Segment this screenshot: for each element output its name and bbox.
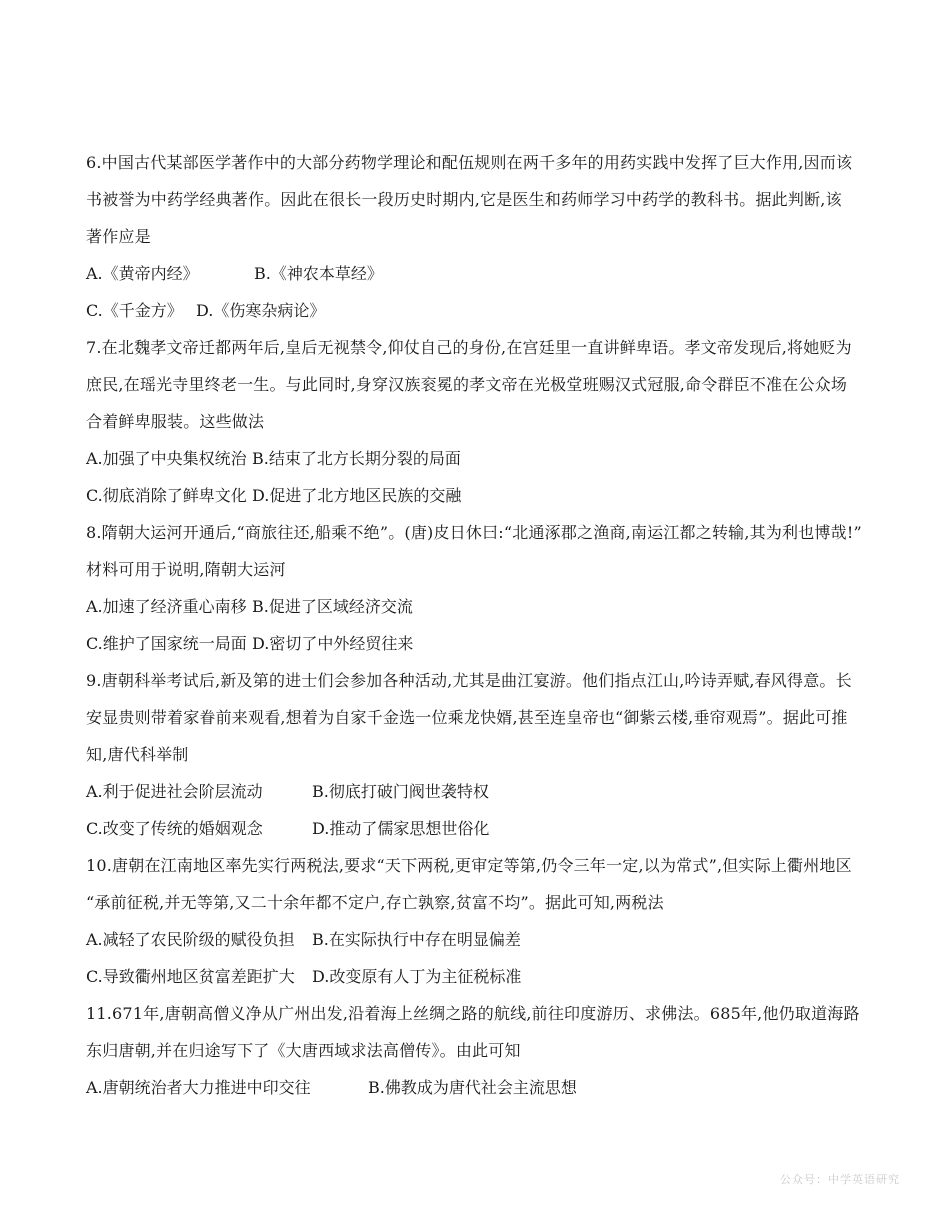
q11-stem-line-1: 11.671年,唐朝高僧义净从广州出发,沿着海上丝绸之路的航线,前往印度游历、求佛法。685年,他仍取道海路: [86, 1004, 860, 1023]
q8-option-d: D.密切了中外经贸往来: [252, 634, 414, 653]
q8-option-a: A.加速了经济重心南移: [86, 597, 247, 616]
watermark: 公众号：中学英语研究: [780, 1173, 900, 1186]
q7-stem-line-2: 庶民,在瑶光寺里终老一生。与此同时,身穿汉族衮冕的孝文帝在光极堂班赐汉式冠服,命令群臣不准在公众场: [86, 375, 848, 394]
q7-stem-line-1: 7.在北魏孝文帝迁都两年后,皇后无视禁令,仰仗自己的身份,在宫廷里一直讲鲜卑语。孝文帝发现后,将她贬为: [86, 338, 852, 357]
q9-option-d: D.推动了儒家思想世俗化: [312, 819, 490, 838]
q7-option-b: B.结束了北方长期分裂的局面: [252, 449, 461, 468]
q9-stem-line-3: 知,唐代科举制: [86, 745, 189, 764]
q10-option-b: B.在实际执行中存在明显偏差: [312, 930, 521, 949]
q11-stem-line-2: 东归唐朝,并在归途写下了《大唐西域求法高僧传》。由此可知: [86, 1041, 521, 1060]
q10-option-a: A.减轻了农民阶级的赋役负担: [86, 930, 295, 949]
q7-option-c: C.彻底消除了鲜卑文化: [86, 486, 247, 505]
q6-stem-line-1: 6.中国古代某部医学著作中的大部分药物学理论和配伍规则在两千多年的用药实践中发挥了巨大作用,因而该: [86, 153, 853, 172]
q9-option-c: C.改变了传统的婚姻观念: [86, 819, 263, 838]
q10-option-d: D.改变原有人丁为主征税标准: [312, 967, 522, 986]
q10-stem-line-1: 10.唐朝在江南地区率先实行两税法,要求“天下两税,更审定等第,仍令三年一定,以为常式”,但实际上衢州地区: [86, 856, 852, 875]
q6-stem-line-3: 著作应是: [86, 227, 151, 246]
q6-option-b: B.《神农本草经》: [254, 264, 383, 283]
q8-option-b: B.促进了区域经济交流: [252, 597, 413, 616]
q9-stem-line-2: 安显贵则带着家眷前来观看,想着为自家千金选一位乘龙快婿,甚至连皇帝也“御紫云楼,垂帘观焉”。据此可推: [86, 708, 848, 727]
q6-option-a: A.《黄帝内经》: [86, 264, 199, 283]
q9-option-b: B.彻底打破门阀世袭特权: [312, 782, 489, 801]
q7-stem-line-3: 合着鲜卑服装。这些做法: [86, 412, 265, 431]
q10-stem-line-2: “承前征税,并无等第,又二十余年都不定户,存亡孰察,贫富不均”。据此可知,两税法: [86, 893, 664, 912]
q11-option-b: B.佛教成为唐代社会主流思想: [368, 1078, 577, 1097]
q8-option-c: C.维护了国家统一局面: [86, 634, 247, 653]
q9-stem-line-1: 9.唐朝科举考试后,新及第的进士们会参加各种活动,尤其是曲江宴游。他们指点江山,吟诗弄赋,春风得意。长: [86, 671, 852, 690]
q8-stem-line-1: 8.隋朝大运河开通后,“商旅往还,船乘不绝”。(唐)皮日休曰:“北通涿郡之渔商,南运江都之转输,其为利也博哉!”: [86, 523, 862, 542]
q6-option-c: C.《千金方》: [86, 301, 183, 320]
q11-option-a: A.唐朝统治者大力推进中印交往: [86, 1078, 311, 1097]
q9-option-a: A.利于促进社会阶层流动: [86, 782, 263, 801]
q7-option-a: A.加强了中央集权统治: [86, 449, 247, 468]
q6-stem-line-2: 书被誉为中药学经典著作。因此在很长一段历史时期内,它是医生和药师学习中药学的教科书。据此判断,该: [86, 190, 842, 209]
q8-stem-line-2: 材料可用于说明,隋朝大运河: [86, 560, 286, 579]
q7-option-d: D.促进了北方地区民族的交融: [252, 486, 462, 505]
q6-option-d: D.《伤寒杂病论》: [196, 301, 326, 320]
q10-option-c: C.导致衢州地区贫富差距扩大: [86, 967, 295, 986]
